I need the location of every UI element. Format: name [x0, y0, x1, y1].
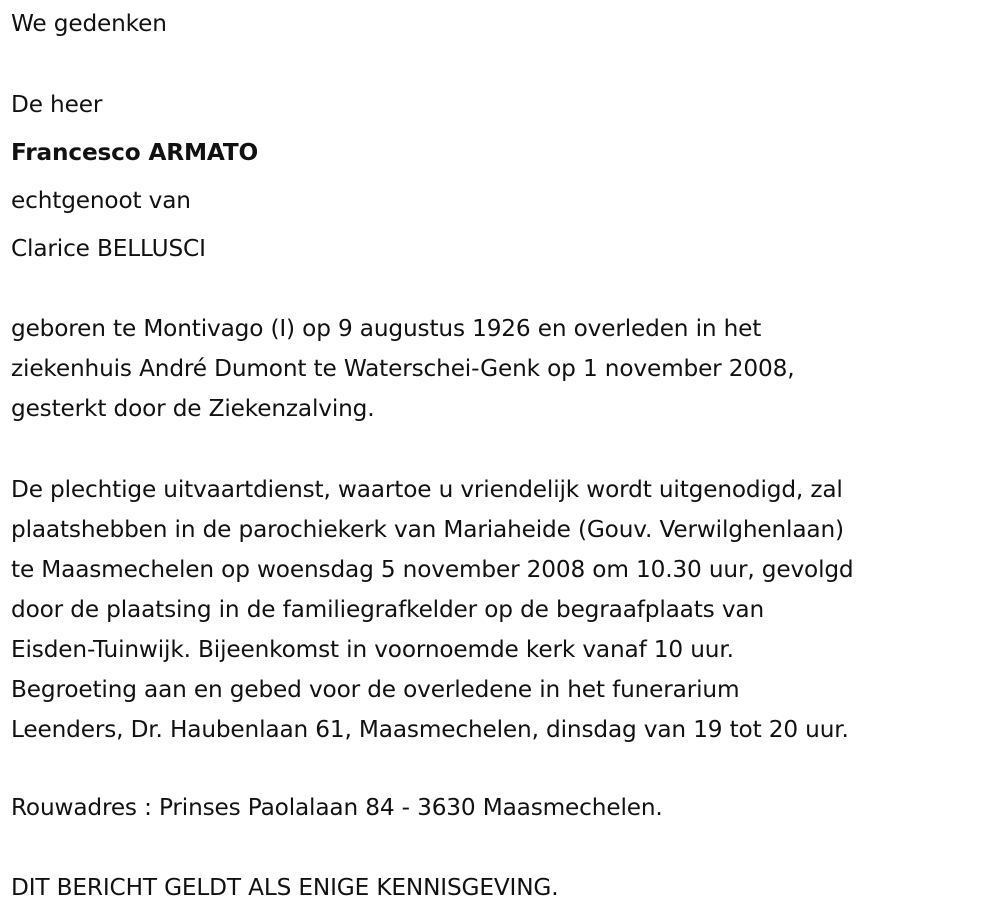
title-text: De heer: [11, 91, 103, 118]
birth-death-line: gesterkt door de Ziekenzalving.: [11, 395, 375, 422]
birth-death-paragraph: [11, 309, 996, 429]
closing-statement: DIT BERICHT GELDT ALS ENIGE KENNISGEVING.: [11, 874, 559, 901]
mourning-address: Rouwadres : Prinses Paolalaan 84 - 3630 Maasmechelen.: [11, 794, 663, 821]
deceased-name: Francesco ARMATO: [11, 139, 259, 166]
funeral-line: door de plaatsing in de familiegrafkelder op de begraafplaats van: [11, 596, 765, 623]
relation-text: echtgenoot van: [11, 187, 191, 214]
funeral-paragraph: [11, 470, 996, 750]
funeral-line: te Maasmechelen op woensdag 5 november 2008 om 10.30 uur, gevolgd: [11, 556, 854, 583]
funeral-line: De plechtige uitvaartdienst, waartoe u vriendelijk wordt uitgenodigd, zal: [11, 476, 843, 503]
birth-death-line: ziekenhuis André Dumont te Waterschei-Genk op 1 november 2008,: [11, 355, 795, 382]
spouse-name: Clarice BELLUSCI: [11, 235, 206, 262]
funeral-line: plaatshebben in de parochiekerk van Mariaheide (Gouv. Verwilghenlaan): [11, 516, 844, 543]
funeral-line: Begroeting aan en gebed voor de overledene in het funerarium: [11, 676, 740, 703]
intro-text: We gedenken: [11, 10, 167, 37]
funeral-line: Eisden-Tuinwijk. Bijeenkomst in voornoemde kerk vanaf 10 uur.: [11, 636, 734, 663]
funeral-line: Leenders, Dr. Haubenlaan 61, Maasmechelen, dinsdag van 19 tot 20 uur.: [11, 716, 849, 743]
birth-death-line: geboren te Montivago (I) op 9 augustus 1926 en overleden in het: [11, 315, 762, 342]
